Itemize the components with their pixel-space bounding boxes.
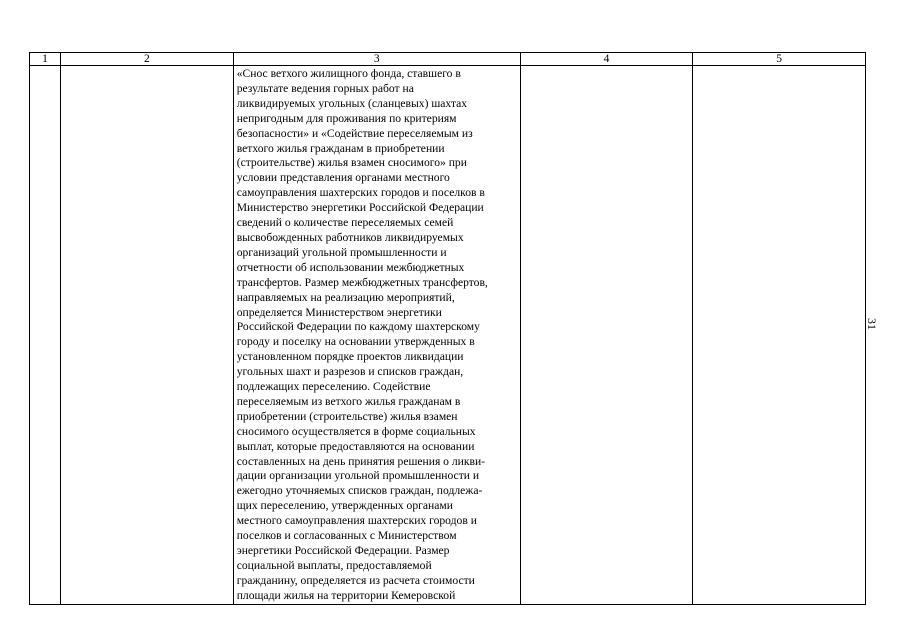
text-line: условии представления органами местного [236, 171, 450, 185]
document-table [29, 52, 866, 605]
text-line: щих переселению, утвержденных органами [236, 499, 453, 513]
text-line: отчетности об использовании межбюджетных [236, 260, 465, 274]
text-line: угольных шахт и разрезов и списков граждан, [236, 365, 464, 379]
header-row [30, 53, 866, 66]
cell-col-4 [520, 66, 693, 605]
text-line: сведений о количестве переселяемых семей [236, 216, 454, 230]
text-line: Российской Федерации по каждому шахтерскому [236, 320, 480, 334]
text-line: площади жилья на территории Кемеровской [236, 588, 456, 602]
text-line: энергетики Российской Федерации. Размер [236, 544, 450, 557]
text-line: местного самоуправления шахтерских городов и [236, 514, 477, 528]
text-line: непригодным для проживания по критериям [236, 111, 457, 125]
text-line: поселков и согласованных с Министерством [236, 529, 457, 543]
text-line: «Снос ветхого жилищного фонда, ставшего в [236, 67, 461, 80]
text-line: ветхого жилья гражданам в приобретении [236, 141, 445, 155]
text-line: результате ведения горных работ на [236, 81, 414, 95]
text-line: социальной выплаты, предоставляемой [236, 558, 432, 572]
text-line: установленном порядке проектов ликвидации [236, 350, 464, 364]
text-line: переселяемым из ветхого жилья гражданам в [236, 394, 461, 408]
header-col-5: 5 [693, 53, 866, 66]
cell-col-1 [30, 66, 61, 605]
cell-col-3 [233, 66, 520, 605]
page-number: 31 [865, 318, 879, 330]
text-line: определяется Министерством энергетики [236, 305, 442, 319]
text-line: трансфертов. Размер межбюджетных трансфертов, [236, 275, 488, 289]
text-line: дации организации угольной промышленности и [236, 469, 480, 483]
text-line: приобретении (строительстве) жилья взамен [236, 409, 458, 423]
text-line: городу и поселку на основании утвержденных в [236, 335, 475, 349]
text-line: ликвидируемых угольных (сланцевых) шахтах [236, 96, 468, 110]
text-line: (строительстве) жилья взамен сносимого» при [236, 156, 467, 170]
cell-col-5 [693, 66, 866, 605]
header-col-1: 1 [30, 53, 61, 66]
text-line: Министерство энергетики Российской Федерации [236, 201, 484, 215]
cell-col-2 [61, 66, 234, 605]
text-line: составленных на день принятия решения о ликви- [236, 454, 486, 468]
table-row [30, 66, 866, 605]
header-col-2: 2 [61, 53, 234, 66]
text-line: выплат, которые предоставляются на основании [236, 439, 475, 453]
cell-col-3-text [234, 66, 520, 604]
text-line: ежегодно уточняемых списков граждан, подлежа- [236, 484, 483, 498]
text-line: самоуправления шахтерских городов и поселков в [236, 186, 485, 200]
text-line: организаций угольной промышленности и [236, 245, 447, 259]
header-col-4: 4 [520, 53, 693, 66]
header-col-3: 3 [233, 53, 520, 66]
text-line: безопасности» и «Содействие переселяемым из [236, 126, 473, 140]
text-line: подлежащих переселению. Содействие [236, 380, 431, 394]
text-line: гражданину, определяется из расчета стоимости [236, 573, 475, 587]
text-line: высвобожденных работников ликвидируемых [236, 230, 464, 244]
text-line: направляемых на реализацию мероприятий, [236, 290, 455, 304]
text-line: сносимого осуществляется в форме социальных [236, 424, 476, 438]
